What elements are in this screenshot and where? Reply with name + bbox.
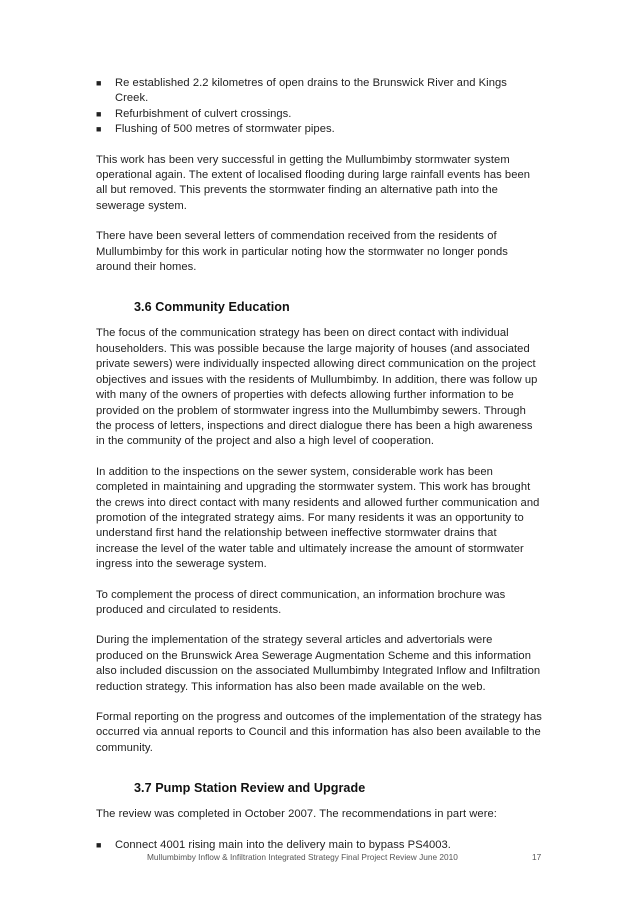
list-item: ■ Flushing of 500 metres of stormwater pipes. — [96, 122, 542, 137]
paragraph: The review was completed in October 2007. The recommendations in part were: — [96, 808, 497, 821]
paragraph: The focus of the communication strategy has been on direct contact with individual householders. This was possible because the large majority of houses (and associated private sewers) were individually inspected allowing direct communication on the project objectives and issues with the residents of Mullumbimby. In addition, there was follow up with many of the owners of properties with defects allowing further information to be provided on the problem of stormwater ingress into the Mullumbimby sewers. Through the process of letters, inspections and direct dialogue there has been a high awareness in the community of the project and also a high level of cooperation. — [96, 327, 538, 448]
page-content — [96, 76, 542, 853]
intro-bullet-list — [96, 76, 542, 138]
paragraph: There have been several letters of commendation received from the residents of Mullumbimby for this work in particular noting how the stormwater no longer ponds around their homes. — [96, 230, 508, 274]
paragraph: During the implementation of the strategy several articles and advertorials were produced on the Brunswick Area Sewerage Augmentation Scheme and this information also included discussion on the associated Mullumbimby Integrated Inflow and Infiltration reduction strategy. This information has also been made available on the web. — [96, 634, 541, 693]
recommendation-bullet-list — [96, 838, 542, 853]
paragraph: This work has been very successful in getting the Mullumbimby stormwater system operational again. The extent of localised flooding during large rainfall events has been all but removed. This prevents the stormwater finding an alternative path into the sewerage system. — [96, 153, 531, 212]
list-item: ■ Re established 2.2 kilometres of open drains to the Brunswick River and Kings Creek. — [96, 77, 507, 105]
list-item: ■ Refurbishment of culvert crossings. — [96, 107, 542, 122]
paragraph: To complement the process of direct communication, an information brochure was produced and circulated to residents. — [96, 588, 506, 616]
section-heading-pump-station-review: 3.7 Pump Station Review and Upgrade — [134, 781, 366, 796]
paragraph: Formal reporting on the progress and outcomes of the implementation of the strategy has occurred via annual reports to Council and this information has also been available to the community. — [96, 711, 542, 754]
bullet-icon: ■ — [96, 108, 102, 119]
page-number: 17 — [532, 852, 542, 862]
list-item: ■ Connect 4001 rising main into the delivery main to bypass PS4003. — [96, 838, 542, 853]
paragraph: In addition to the inspections on the sewer system, considerable work has been completed in maintaining and upgrading the stormwater system. This work has brought the crews into direct contact with many residents and allowed further communication and promotion of the integrated strategy aims. For many residents it was an opportunity to understand first hand the relationship between ineffective stormwater drains that increase the level of the water table and ultimately increase the amount of stormwater ingress into the sewerage system. — [96, 465, 540, 571]
footer-title: Mullumbimby Inflow & Infiltration Integrated Strategy Final Project Review June 2010 — [147, 852, 458, 862]
bullet-icon: ■ — [96, 839, 102, 850]
bullet-icon: ■ — [96, 124, 102, 135]
bullet-icon: ■ — [96, 78, 102, 88]
section-heading-community-education: 3.6 Community Education — [134, 300, 290, 315]
